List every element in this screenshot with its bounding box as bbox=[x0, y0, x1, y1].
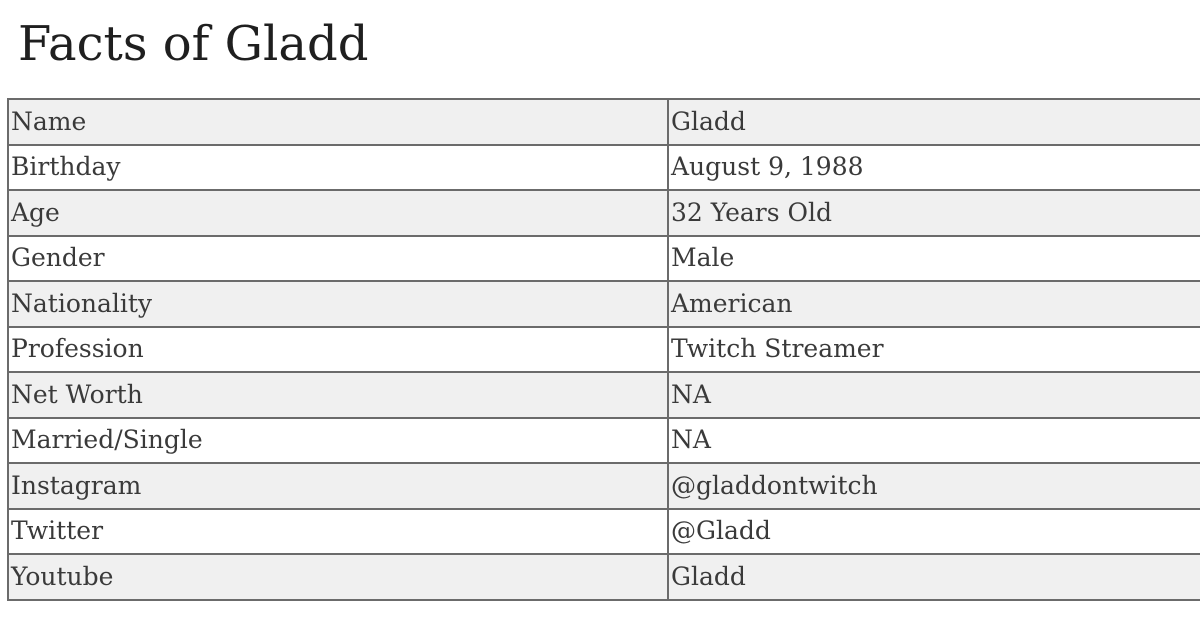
table-row bbox=[8, 190, 1200, 236]
table-row bbox=[8, 99, 1200, 145]
fact-value-gender: Male bbox=[668, 236, 1200, 282]
fact-label-youtube: Youtube bbox=[8, 554, 668, 600]
fact-label-age: Age bbox=[8, 190, 668, 236]
fact-label-gender: Gender bbox=[8, 236, 668, 282]
fact-label-nationality: Nationality bbox=[8, 281, 668, 327]
fact-label-married-single: Married/Single bbox=[8, 418, 668, 464]
fact-value-married-single: NA bbox=[668, 418, 1200, 464]
fact-label-profession: Profession bbox=[8, 327, 668, 373]
table-row bbox=[8, 327, 1200, 373]
fact-label-birthday: Birthday bbox=[8, 145, 668, 191]
facts-table bbox=[7, 98, 1200, 601]
table-row bbox=[8, 372, 1200, 418]
table-row bbox=[8, 463, 1200, 509]
fact-value-instagram: @gladdontwitch bbox=[668, 463, 1200, 509]
fact-value-birthday: August 9, 1988 bbox=[668, 145, 1200, 191]
table-row bbox=[8, 236, 1200, 282]
table-row bbox=[8, 418, 1200, 464]
table-row bbox=[8, 281, 1200, 327]
table-row bbox=[8, 509, 1200, 555]
fact-value-age: 32 Years Old bbox=[668, 190, 1200, 236]
fact-value-name: Gladd bbox=[668, 99, 1200, 145]
fact-value-youtube: Gladd bbox=[668, 554, 1200, 600]
table-row bbox=[8, 145, 1200, 191]
fact-value-profession: Twitch Streamer bbox=[668, 327, 1200, 373]
fact-value-net-worth: NA bbox=[668, 372, 1200, 418]
fact-value-twitter: @Gladd bbox=[668, 509, 1200, 555]
facts-table-body bbox=[8, 99, 1200, 600]
page-title: Facts of Gladd bbox=[18, 16, 369, 72]
fact-label-twitter: Twitter bbox=[8, 509, 668, 555]
fact-value-nationality: American bbox=[668, 281, 1200, 327]
fact-label-name: Name bbox=[8, 99, 668, 145]
fact-label-instagram: Instagram bbox=[8, 463, 668, 509]
fact-label-net-worth: Net Worth bbox=[8, 372, 668, 418]
table-row bbox=[8, 554, 1200, 600]
